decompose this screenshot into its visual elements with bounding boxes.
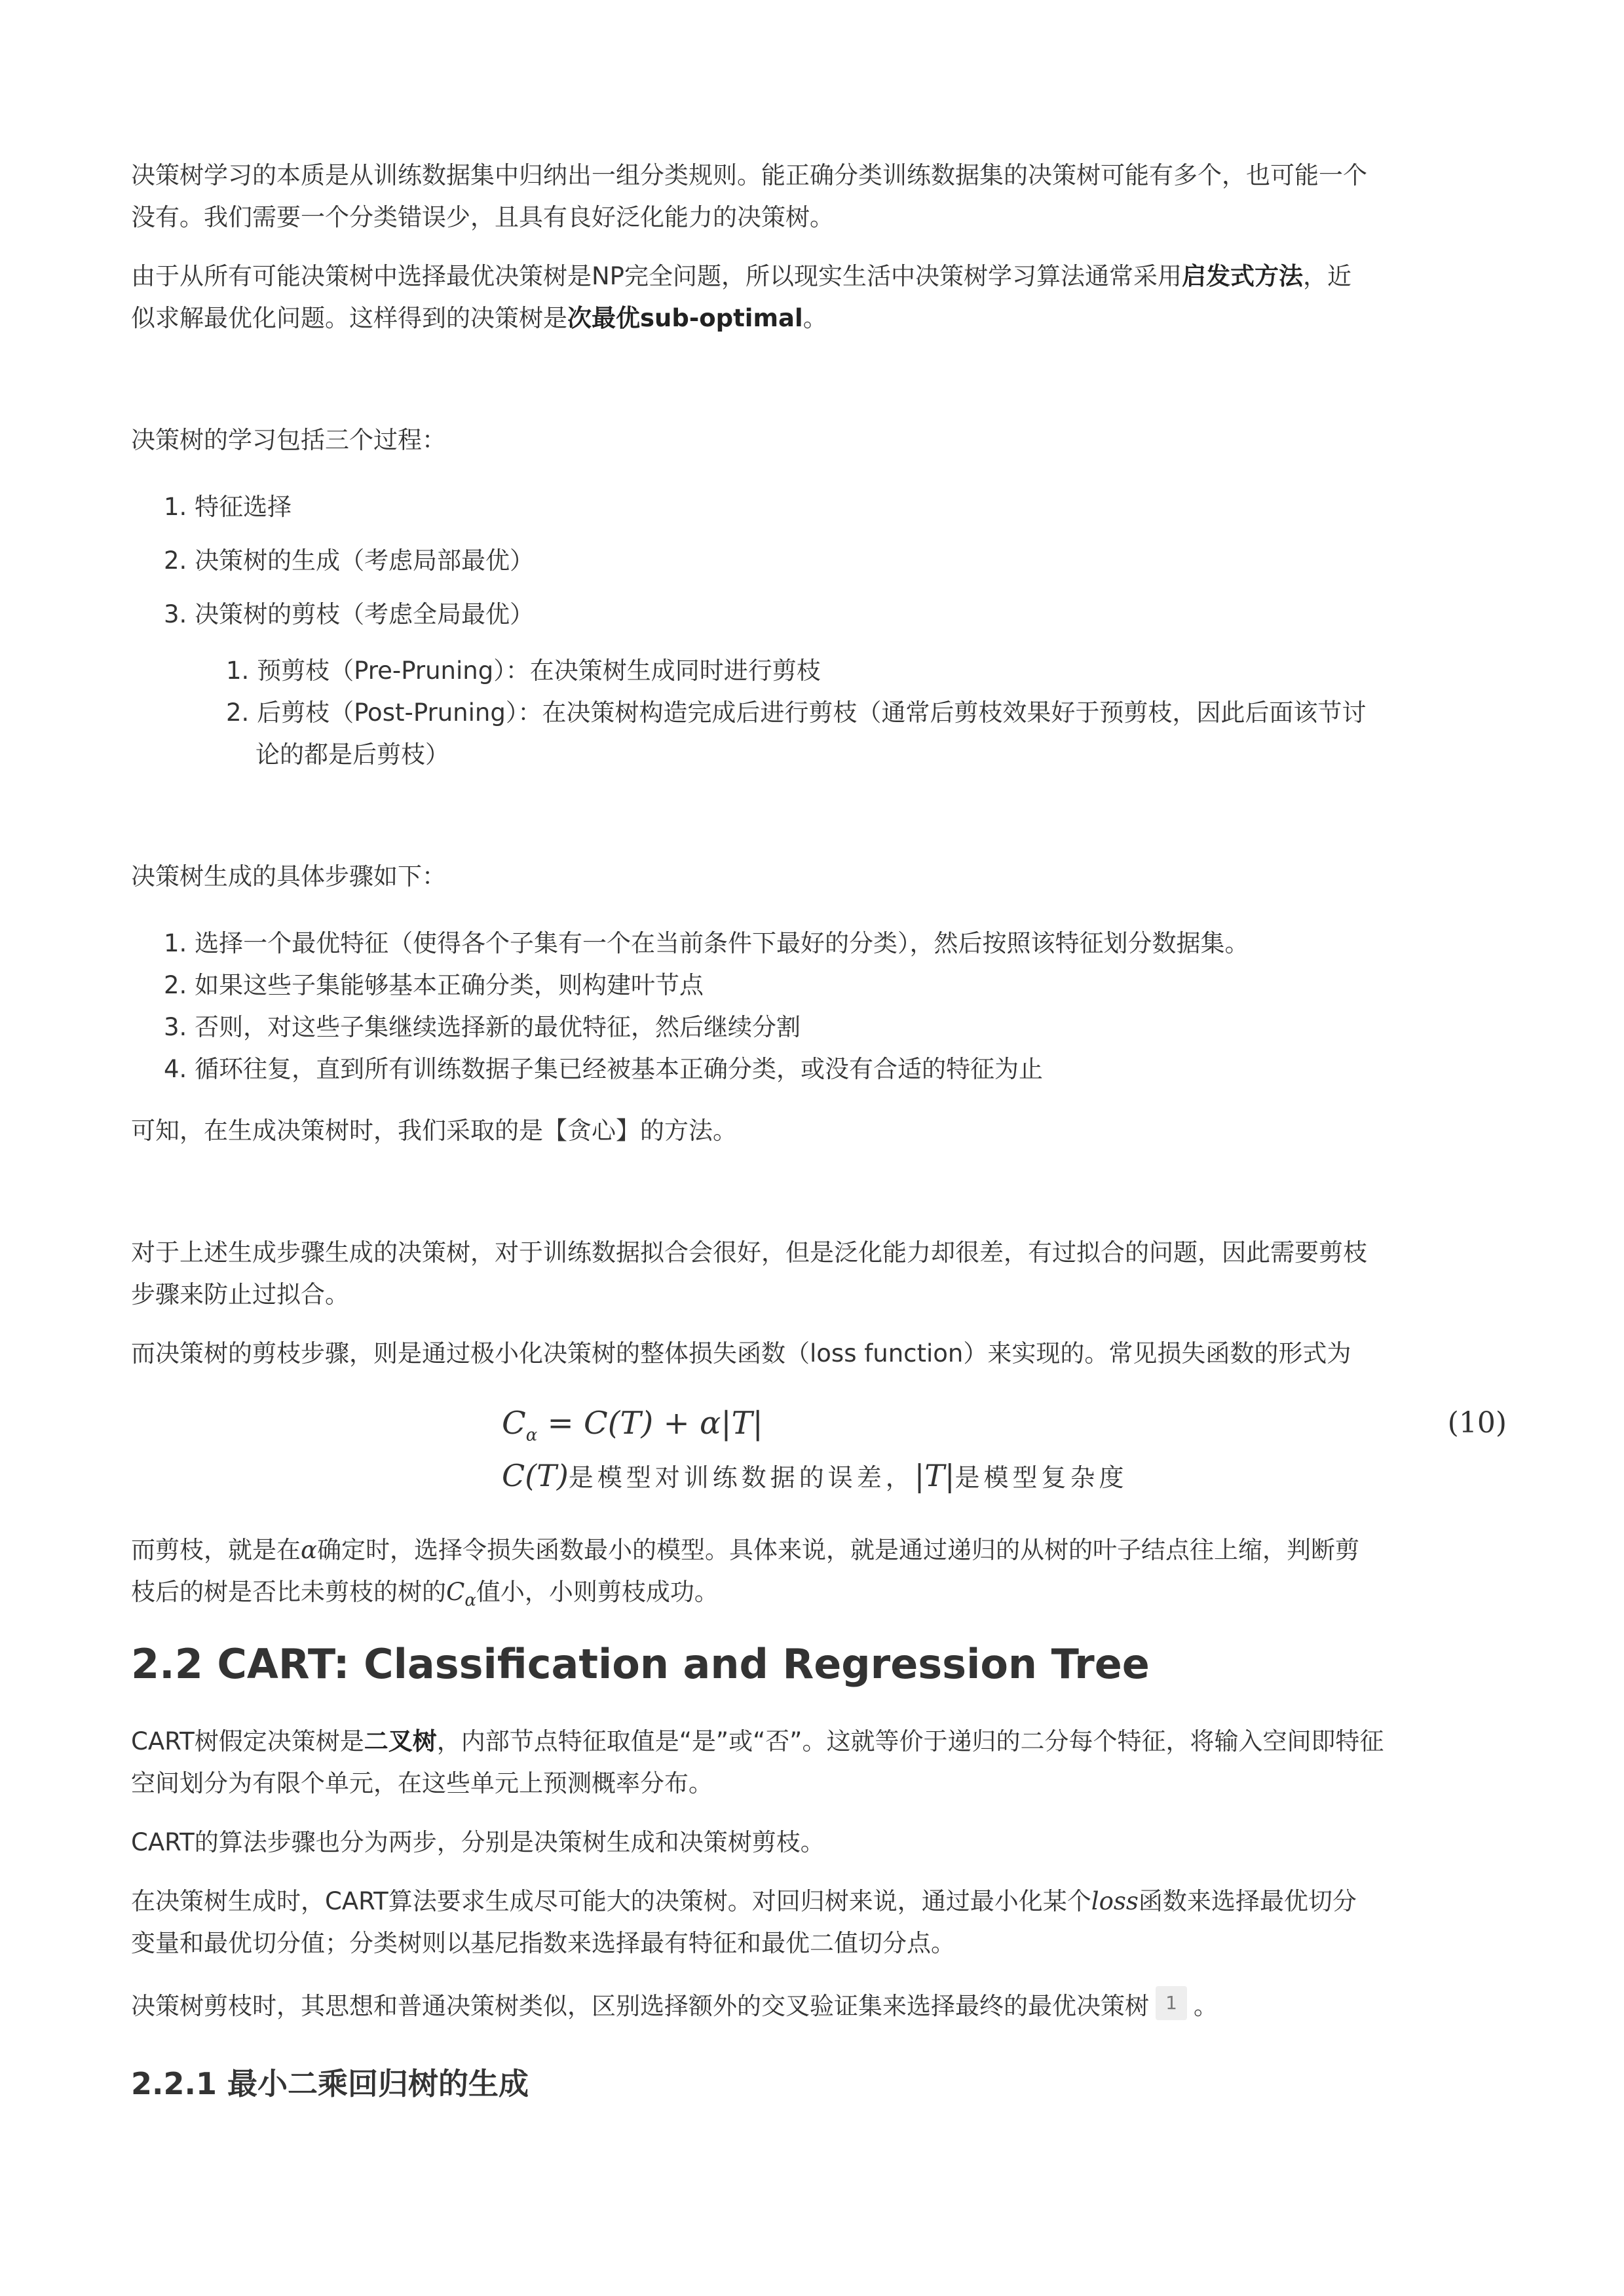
pruning-paragraph-1-line-2: 步骤来防止过拟合。 — [131, 1280, 349, 1309]
footnote-ref-1[interactable]: 1 — [1156, 1986, 1187, 2020]
loss-equation: $C_\alpha = C(T) + \alpha|T|$ — [502, 1405, 763, 1445]
intro-paragraph-1-line-2: 没有。我们需要一个分类错误少，且具有良好泛化能力的决策树。 — [131, 203, 834, 231]
process-subitem-2: 2. 后剪枝（Post-Pruning）：在决策树构造完成后进行剪枝（通常后剪枝效果好于预剪枝，因此后面该节讨 — [226, 698, 1367, 727]
bold-heuristic: 启发式方法 — [1182, 262, 1303, 290]
cart-paragraph-1-line-2: 空间划分为有限个单元，在这些单元上预测概率分布。 — [131, 1769, 713, 1797]
process-subitem-1: 1. 预剪枝（Pre-Pruning）：在决策树生成同时进行剪枝 — [226, 657, 821, 685]
cart-paragraph-4: 决策树剪枝时，其思想和普通决策树类似，区别选择额外的交叉验证集来选择最终的最优决策树 1 。 — [131, 1985, 1507, 2027]
intro-paragraph-2-line-1: 由于从所有可能决策树中选择最优决策树是NP完全问题，所以现实生活中决策树学习算法通常采用启发式方法，近 — [131, 262, 1351, 290]
steps-item-4: 4. 循环往复，直到所有训练数据子集已经被基本正确分类，或没有合适的特征为止 — [164, 1055, 1044, 1083]
equation-number: (10) — [1447, 1406, 1507, 1440]
cart-paragraph-1-line-1: CART树假定决策树是二叉树，内部节点特征取值是“是”或“否”。这就等价于递归的二分每个特征，将输入空间即特征 — [131, 1727, 1384, 1755]
pruning-paragraph-1-line-1: 对于上述生成步骤生成的决策树，对于训练数据拟合会很好，但是泛化能力却很差，有过拟合的问题，因此需要剪枝 — [131, 1238, 1367, 1267]
bold-suboptimal: 次最优sub-optimal — [567, 304, 803, 332]
steps-item-2: 2. 如果这些子集能够基本正确分类，则构建叶节点 — [164, 971, 704, 999]
pruning-paragraph-3-line-1: 而剪枝，就是在α确定时，选择令损失函数最小的模型。具体来说，就是通过递归的从树的叶子结点往上缩，判断剪 — [131, 1536, 1359, 1564]
intro-paragraph-1-line-1: 决策树学习的本质是从训练数据集中归纳出一组分类规则。能正确分类训练数据集的决策树可能有多个，也可能一个 — [131, 161, 1367, 189]
steps-heading: 决策树生成的具体步骤如下： — [131, 862, 446, 890]
steps-item-3: 3. 否则，对这些子集继续选择新的最优特征，然后继续分割 — [164, 1013, 801, 1041]
process-heading: 决策树的学习包括三个过程： — [131, 426, 446, 454]
equation-note: C(T)是模型对训练数据的误差，|T|是模型复杂度 — [502, 1458, 1128, 1493]
process-item-2: 2. 决策树的生成（考虑局部最优） — [164, 546, 535, 575]
cart-paragraph-2: CART的算法步骤也分为两步，分别是决策树生成和决策树剪枝。 — [131, 1828, 825, 1856]
bold-binary-tree: 二叉树 — [364, 1727, 437, 1755]
steps-conclusion: 可知，在生成决策树时，我们采取的是【贪心】的方法。 — [131, 1117, 737, 1145]
pruning-paragraph-2: 而决策树的剪枝步骤，则是通过极小化决策树的整体损失函数（loss function）来实现的。常见损失函数的形式为 — [131, 1339, 1351, 1368]
pruning-paragraph-3-line-2: 枝后的树是否比未剪枝的树的$C_\alpha$值小，小则剪枝成功。 — [131, 1578, 719, 1611]
cart-paragraph-3-line-2: 变量和最优切分值；分类树则以基尼指数来选择最有特征和最优二值切分点。 — [131, 1929, 955, 1957]
cart-paragraph-3-line-1: 在决策树生成时，CART算法要求生成尽可能大的决策树。对回归树来说，通过最小化某个loss函数来选择最优切分 — [131, 1887, 1357, 1915]
subsection-title-least-squares: 2.2.1 最小二乘回归树的生成 — [131, 2066, 529, 2101]
process-item-3: 3. 决策树的剪枝（考虑全局最优） — [164, 600, 535, 628]
steps-item-1: 1. 选择一个最优特征（使得各个子集有一个在当前条件下最好的分类），然后按照该特征划分数据集。 — [164, 929, 1249, 957]
section-title-cart: 2.2 CART: Classification and Regression Tree — [131, 1640, 1150, 1688]
process-item-1: 1. 特征选择 — [164, 493, 292, 521]
process-subitem-2-cont: 论的都是后剪枝） — [255, 740, 449, 769]
intro-paragraph-2-line-2: 似求解最优化问题。这样得到的决策树是次最优sub-optimal。 — [131, 304, 827, 332]
